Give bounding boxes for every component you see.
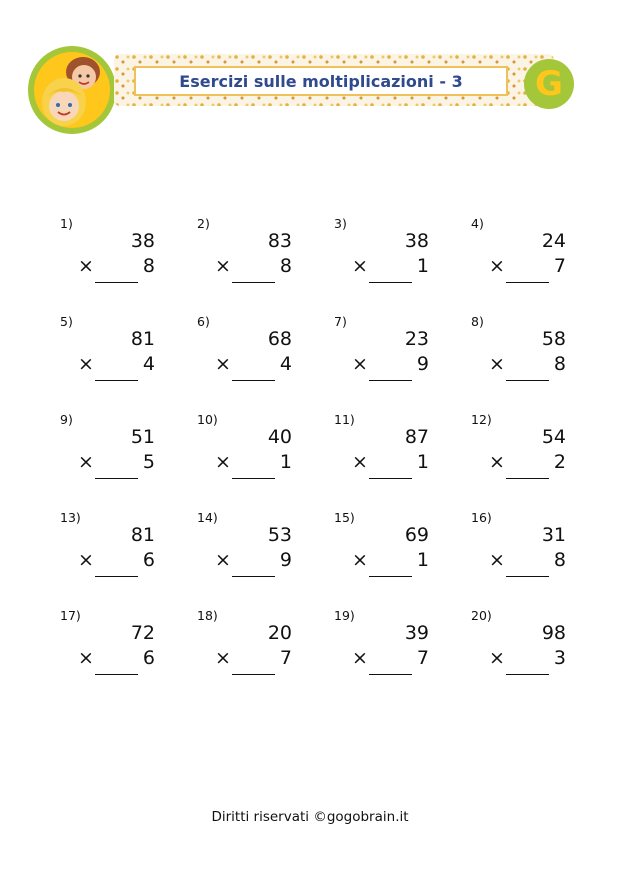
- result-line: [369, 478, 412, 479]
- multiplier: 7: [416, 647, 429, 669]
- times-sign: ×: [352, 255, 368, 277]
- multiplicand: 23: [404, 328, 429, 350]
- result-line: [369, 674, 412, 675]
- multiplicand: 54: [541, 426, 566, 448]
- exercise-number: 5): [60, 314, 73, 329]
- multiplicand: 38: [404, 230, 429, 252]
- multiplier: 3: [553, 647, 566, 669]
- exercise: [334, 216, 444, 286]
- result-line: [506, 576, 549, 577]
- result-line: [95, 282, 138, 283]
- multiplicand: 87: [404, 426, 429, 448]
- times-sign: ×: [352, 549, 368, 571]
- exercise-number: 4): [471, 216, 484, 231]
- result-line: [95, 380, 138, 381]
- exercise-number: 6): [197, 314, 210, 329]
- times-sign: ×: [215, 451, 231, 473]
- exercise: [334, 412, 444, 482]
- times-sign: ×: [78, 353, 94, 375]
- multiplicand: 83: [267, 230, 292, 252]
- times-sign: ×: [78, 451, 94, 473]
- exercise: [197, 216, 307, 286]
- multiplicand: 20: [267, 622, 292, 644]
- result-line: [506, 282, 549, 283]
- exercise: [471, 608, 581, 678]
- times-sign: ×: [215, 255, 231, 277]
- result-line: [95, 674, 138, 675]
- result-line: [506, 674, 549, 675]
- exercise-number: 8): [471, 314, 484, 329]
- result-line: [506, 478, 549, 479]
- exercise-number: 16): [471, 510, 492, 525]
- multiplicand: 98: [541, 622, 566, 644]
- times-sign: ×: [78, 549, 94, 571]
- multiplier: 5: [142, 451, 155, 473]
- exercise-number: 13): [60, 510, 81, 525]
- exercise: [334, 608, 444, 678]
- multiplicand: 40: [267, 426, 292, 448]
- exercise-number: 12): [471, 412, 492, 427]
- times-sign: ×: [215, 647, 231, 669]
- page-title: Esercizi sulle moltiplicazioni - 3: [179, 71, 463, 91]
- copyright-footer: Diritti riservati ©gogobrain.it: [211, 809, 409, 825]
- exercise: [60, 608, 170, 678]
- multiplier: 9: [279, 549, 292, 571]
- result-line: [369, 282, 412, 283]
- multiplicand: 69: [404, 524, 429, 546]
- multiplier: 8: [142, 255, 155, 277]
- multiplier: 9: [416, 353, 429, 375]
- multiplicand: 81: [130, 328, 155, 350]
- exercise-number: 7): [334, 314, 347, 329]
- exercise-number: 1): [60, 216, 73, 231]
- multiplier: 4: [142, 353, 155, 375]
- result-line: [232, 282, 275, 283]
- multiplier: 7: [279, 647, 292, 669]
- exercise: [60, 412, 170, 482]
- multiplicand: 24: [541, 230, 566, 252]
- times-sign: ×: [489, 451, 505, 473]
- exercise-number: 15): [334, 510, 355, 525]
- exercise-number: 20): [471, 608, 492, 623]
- result-line: [232, 674, 275, 675]
- exercise: [471, 314, 581, 384]
- multiplicand: 72: [130, 622, 155, 644]
- times-sign: ×: [78, 647, 94, 669]
- times-sign: ×: [215, 353, 231, 375]
- times-sign: ×: [78, 255, 94, 277]
- multiplier: 8: [553, 353, 566, 375]
- exercise-number: 9): [60, 412, 73, 427]
- times-sign: ×: [489, 353, 505, 375]
- multiplicand: 53: [267, 524, 292, 546]
- multiplicand: 39: [404, 622, 429, 644]
- times-sign: ×: [352, 451, 368, 473]
- exercise-number: 11): [334, 412, 355, 427]
- exercise: [471, 510, 581, 580]
- multiplier: 8: [553, 549, 566, 571]
- exercise: [197, 314, 307, 384]
- exercise: [334, 510, 444, 580]
- result-line: [506, 380, 549, 381]
- times-sign: ×: [489, 549, 505, 571]
- exercise-number: 10): [197, 412, 218, 427]
- exercise-number: 3): [334, 216, 347, 231]
- exercise: [471, 216, 581, 286]
- multiplicand: 38: [130, 230, 155, 252]
- multiplier: 2: [553, 451, 566, 473]
- multiplicand: 31: [541, 524, 566, 546]
- exercise-number: 17): [60, 608, 81, 623]
- exercise-number: 2): [197, 216, 210, 231]
- multiplicand: 58: [541, 328, 566, 350]
- result-line: [232, 380, 275, 381]
- multiplier: 1: [416, 451, 429, 473]
- multiplier: 6: [142, 647, 155, 669]
- exercise: [197, 608, 307, 678]
- exercise: [197, 510, 307, 580]
- multiplier: 8: [279, 255, 292, 277]
- exercise: [60, 314, 170, 384]
- exercise: [334, 314, 444, 384]
- multiplier: 7: [553, 255, 566, 277]
- times-sign: ×: [352, 647, 368, 669]
- times-sign: ×: [489, 647, 505, 669]
- times-sign: ×: [215, 549, 231, 571]
- multiplicand: 51: [130, 426, 155, 448]
- exercise-number: 18): [197, 608, 218, 623]
- exercise: [60, 510, 170, 580]
- multiplier: 1: [416, 549, 429, 571]
- multiplier: 1: [279, 451, 292, 473]
- result-line: [95, 478, 138, 479]
- multiplier: 6: [142, 549, 155, 571]
- multiplier: 4: [279, 353, 292, 375]
- result-line: [369, 576, 412, 577]
- times-sign: ×: [352, 353, 368, 375]
- exercise: [60, 216, 170, 286]
- result-line: [95, 576, 138, 577]
- exercise: [471, 412, 581, 482]
- multiplicand: 81: [130, 524, 155, 546]
- result-line: [232, 576, 275, 577]
- exercise-number: 14): [197, 510, 218, 525]
- multiplier: 1: [416, 255, 429, 277]
- result-line: [232, 478, 275, 479]
- multiplicand: 68: [267, 328, 292, 350]
- logo-letter: G: [535, 64, 563, 104]
- times-sign: ×: [489, 255, 505, 277]
- exercise: [197, 412, 307, 482]
- exercise-number: 19): [334, 608, 355, 623]
- result-line: [369, 380, 412, 381]
